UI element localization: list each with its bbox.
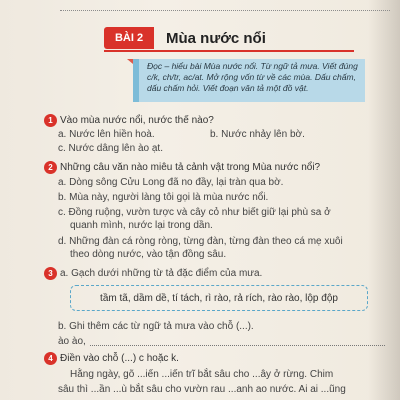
- question-4-number: 4: [44, 352, 57, 365]
- question-4-text: Điền vào chỗ (...) c hoặc k.: [60, 353, 179, 364]
- question-2-option-c-line2: quanh mình, nước lại trong dần.: [70, 220, 213, 231]
- question-1-text: Vào mùa nước nổi, nước thế nào?: [60, 115, 214, 126]
- question-2-option-b[interactable]: b. Mùa này, người làng tôi gọi là mùa nước nổi.: [58, 192, 269, 203]
- rain-word-bank[interactable]: tầm tã, dầm dề, tí tách, rì rào, rả rích, rào rào, lộp độp: [70, 285, 368, 311]
- lesson-title: Mùa nước nổi: [166, 29, 266, 47]
- question-3-part-a: a. Gạch dưới những từ tả đặc điểm của mưa.: [60, 268, 263, 279]
- question-2-option-d-line1[interactable]: d. Những đàn cá ròng ròng, từng đàn, từng đàn theo cá mẹ xuôi: [58, 236, 343, 247]
- title-underline: [104, 50, 354, 52]
- question-3-answer-prefix: ào ào,: [58, 336, 86, 347]
- lesson-tag: BÀI 2: [104, 27, 154, 49]
- question-4-passage-line2[interactable]: sâu thì ...ần ...ù bắt sâu cho vườn rau ...anh ao nước. Ai ai ...ũng: [58, 384, 346, 395]
- question-3-number: 3: [44, 267, 57, 280]
- question-2-number: 2: [44, 161, 57, 174]
- question-1-option-c[interactable]: c. Nước dâng lên ào ạt.: [58, 143, 163, 154]
- question-1-option-a[interactable]: a. Nước lên hiền hoà.: [58, 129, 155, 140]
- question-1-number: 1: [44, 114, 57, 127]
- question-3-answer-line[interactable]: [90, 345, 385, 346]
- question-1-option-b[interactable]: b. Nước nhảy lên bờ.: [210, 129, 305, 140]
- lesson-objectives: Đọc – hiểu bài Mùa nước nổi. Từ ngữ tả mưa. Viết đúng c/k, ch/tr, ac/at. Mở rộng vốn từ về các mùa. Dấu chấm, dấu chấm hỏi. Viết đoạn văn tả một đồ vật.: [133, 59, 365, 102]
- question-2-option-a[interactable]: a. Dòng sông Cửu Long đã no đầy, lại tràn qua bờ.: [58, 177, 284, 188]
- question-2-option-d-line2: theo dòng nước, vào tận đồng sâu.: [70, 249, 227, 260]
- question-3-part-b: b. Ghi thêm các từ ngữ tả mưa vào chỗ (...).: [58, 321, 254, 332]
- question-2-text: Những câu văn nào miêu tả cảnh vật trong Mùa nước nổi?: [60, 162, 321, 173]
- top-dotted-line: [60, 10, 390, 11]
- page-edge-shadow: [368, 0, 400, 400]
- question-2-option-c-line1[interactable]: c. Đồng ruộng, vườn tược và cây cỏ như biết giữ lại phù sa ở: [58, 207, 331, 218]
- question-4-passage-line1[interactable]: Hằng ngày, gõ ...iến ...iến trĩ bắt sâu cho ...ây ở rừng. Chim: [70, 369, 334, 380]
